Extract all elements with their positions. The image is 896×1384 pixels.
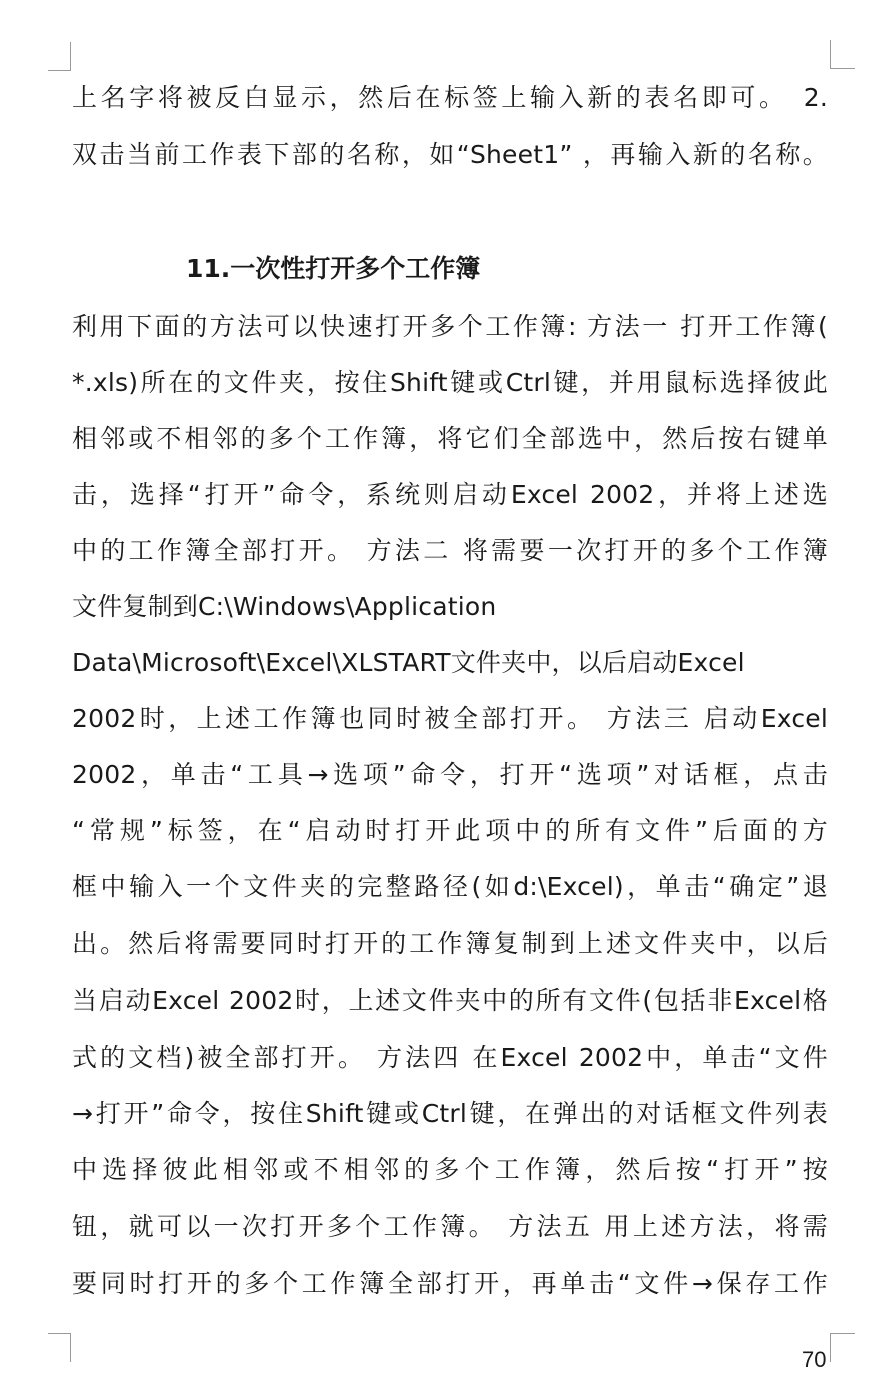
- crop-mark-bottom-right: [830, 1333, 855, 1362]
- text-line: 要同时打开的多个工作簿全部打开，再单击“文件→保存工作: [72, 1269, 828, 1298]
- text-line: 上名字将被反白显示，然后在标签上输入新的表名即可。 2.: [72, 83, 828, 112]
- text-line: 当启动Excel 2002时，上述文件夹中的所有文件(包括非Excel格: [72, 986, 828, 1015]
- text-line: 中选择彼此相邻或不相邻的多个工作簿，然后按“打开”按: [72, 1155, 828, 1184]
- text-line: “常规”标签，在“启动时打开此项中的所有文件”后面的方: [72, 816, 828, 845]
- text-line: 利用下面的方法可以快速打开多个工作簿: 方法一 打开工作簿(: [72, 312, 828, 341]
- crop-mark-top-left: [48, 42, 71, 71]
- text-line: 击，选择“打开”命令，系统则启动Excel 2002，并将上述选: [72, 480, 828, 509]
- text-line: Data\Microsoft\Excel\XLSTART文件夹中，以后启动Excel: [72, 648, 745, 677]
- crop-mark-top-right: [830, 40, 855, 69]
- crop-mark-bottom-left: [48, 1333, 71, 1362]
- text-line: 2002，单击“工具→选项”命令，打开“选项”对话框，点击: [72, 760, 828, 789]
- section-heading: 11.一次性打开多个工作簿: [186, 254, 481, 283]
- text-line: 式的文档)被全部打开。 方法四 在Excel 2002中，单击“文件: [72, 1043, 828, 1072]
- text-line: 双击当前工作表下部的名称，如“Sheet1” ，再输入新的名称。: [72, 140, 828, 169]
- text-line: 相邻或不相邻的多个工作簿，将它们全部选中，然后按右键单: [72, 424, 828, 453]
- text-line: *.xls)所在的文件夹，按住Shift键或Ctrl键，并用鼠标选择彼此: [72, 368, 828, 397]
- text-line: 钮，就可以一次打开多个工作簿。 方法五 用上述方法，将需: [72, 1212, 828, 1241]
- text-line: 中的工作簿全部打开。 方法二 将需要一次打开的多个工作簿: [72, 536, 828, 565]
- text-line: 文件复制到C:\Windows\Application: [72, 592, 497, 621]
- text-line: 框中输入一个文件夹的完整路径(如d:\Excel)，单击“确定”退: [72, 872, 828, 901]
- text-line: 出。然后将需要同时打开的工作簿复制到上述文件夹中，以后: [72, 929, 828, 958]
- text-line: →打开”命令，按住Shift键或Ctrl键，在弹出的对话框文件列表: [72, 1099, 828, 1128]
- page-number: 70: [802, 1347, 827, 1372]
- text-line: 2002时，上述工作簿也同时被全部打开。 方法三 启动Excel: [72, 704, 828, 733]
